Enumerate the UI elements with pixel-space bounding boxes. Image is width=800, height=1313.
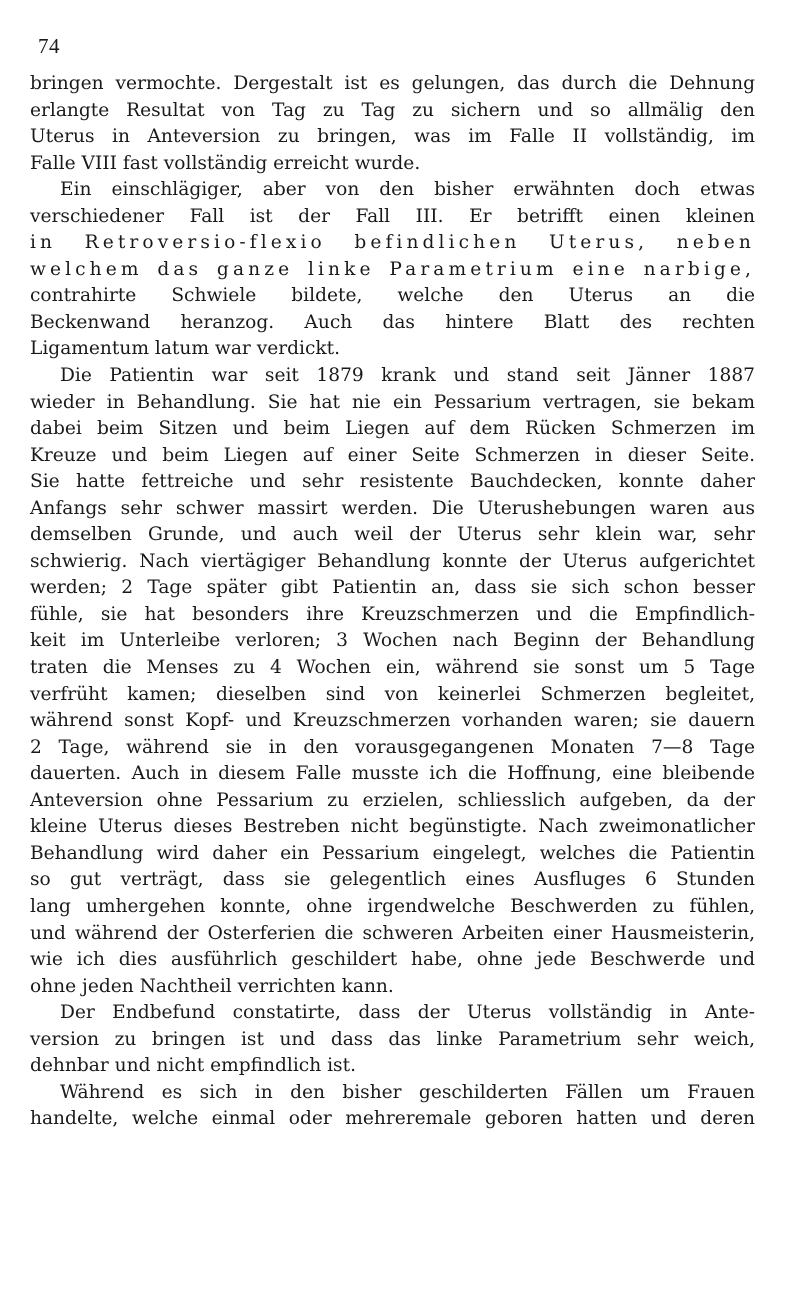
text-line: handelte, welche einmal oder mehreremale geboren hatten und deren [30, 1108, 755, 1130]
text-line: Ein einschlägiger, aber von den bisher erwähnten doch etwas [60, 179, 755, 201]
text-line: lang umhergehen konnte, ohne irgendwelche Beschwerden zu fühlen, [30, 895, 755, 917]
text-line: Kreuze und beim Liegen auf einer Seite Schmerzen in dieser Seite. [30, 444, 755, 466]
text-line-spaced: Beckenwand heranzog. Auch das hintere Blatt des rechten [30, 311, 755, 333]
text-line: schwierig. Nach viertägiger Behandlung konnte der Uterus aufgerichtet [30, 550, 755, 572]
text-line: Sie hatte fettreiche und sehr resistente Bauchdecken, konnte daher [30, 471, 755, 493]
text-line: demselben Grunde, und auch weil der Uterus sehr klein war, sehr [30, 524, 755, 546]
text-line: werden; 2 Tage später gibt Patientin an, dass sie sich schon besser [30, 577, 755, 599]
text-line: Anteversion ohne Pessarium zu erzielen, schliesslich aufgeben, da der [30, 789, 755, 811]
text-line: während sonst Kopf- und Kreuzschmerzen vorhanden waren; sie dauern [30, 710, 755, 732]
text-line: verfrüht kamen; dieselben sind von keinerlei Schmerzen begleitet, [30, 683, 755, 705]
text-line: version zu bringen ist und dass das linke Parametrium sehr weich, [30, 1028, 755, 1050]
text-line: 2 Tage, während sie in den vorausgegangenen Monaten 7—8 Tage [30, 736, 755, 758]
text-line: dehnbar und nicht empfindlich ist. [30, 1055, 356, 1077]
text-line-spaced: contrahirte Schwiele bildete, welche den Uterus an die [30, 285, 755, 307]
text-line: Uterus in Anteversion zu bringen, was im Falle II vollständig, im [30, 126, 755, 148]
text-line-spaced: verschiedener Fall ist der Fall III. Er betrifft einen kleinen [30, 205, 755, 227]
text-line: wieder in Behandlung. Sie hat nie ein Pessarium vertragen, sie bekam [30, 391, 755, 413]
text-line: wie ich dies ausführlich geschildert habe, ohne jede Beschwerde und [30, 949, 755, 971]
text-line: fühle, sie hat besonders ihre Kreuzschmerzen und die Empfindlich- [30, 603, 755, 625]
text-line: so gut verträgt, dass sie gelegentlich eines Ausfluges 6 Stunden [30, 869, 755, 891]
text-line: ohne jeden Nachtheil verrichten kann. [30, 975, 394, 997]
text-line: Der Endbefund constatirte, dass der Uterus vollständig in Ante- [60, 1002, 755, 1024]
text-line: Anfangs sehr schwer massirt werden. Die Uterushebungen waren aus [30, 497, 755, 519]
text-line: Die Patientin war seit 1879 krank und stand seit Jänner 1887 [60, 365, 755, 387]
text-line: Während es sich in den bisher geschilderten Fällen um Frauen [60, 1081, 755, 1103]
text-line: dauerten. Auch in diesem Falle musste ich die Hoffnung, eine bleibende [30, 763, 755, 785]
text-line: keit im Unterleibe verloren; 3 Wochen nach Beginn der Behandlung [30, 630, 755, 652]
text-line-spaced: welchem das ganze linke Parametrium eine narbige, [30, 258, 755, 280]
text-line: traten die Menses zu 4 Wochen ein, während sie sonst um 5 Tage [30, 657, 755, 679]
text-line: Ligamentum latum war verdickt. [30, 338, 341, 360]
text-line: bringen vermochte. Dergestalt ist es gelungen, das durch die Dehnung [30, 73, 755, 94]
text-line-spaced: in Retroversio-flexio befindlichen Uterus, neben [30, 232, 755, 254]
text-line: Behandlung wird daher ein Pessarium eingelegt, welches die Patientin [30, 842, 755, 864]
body-text [30, 71, 755, 1133]
page-number: 74 [38, 34, 60, 58]
text-line: dabei beim Sitzen und beim Liegen auf dem Rücken Schmerzen im [30, 418, 755, 440]
text-line: Falle VIII fast vollständig erreicht wurde. [30, 152, 421, 174]
text-line: kleine Uterus dieses Bestreben nicht begünstigte. Nach zweimonatlicher [30, 816, 755, 838]
text-line: erlangte Resultat von Tag zu Tag zu sichern und so allmälig den [30, 99, 755, 121]
text-line: und während der Osterferien die schweren Arbeiten einer Hausmeisterin, [30, 922, 755, 944]
